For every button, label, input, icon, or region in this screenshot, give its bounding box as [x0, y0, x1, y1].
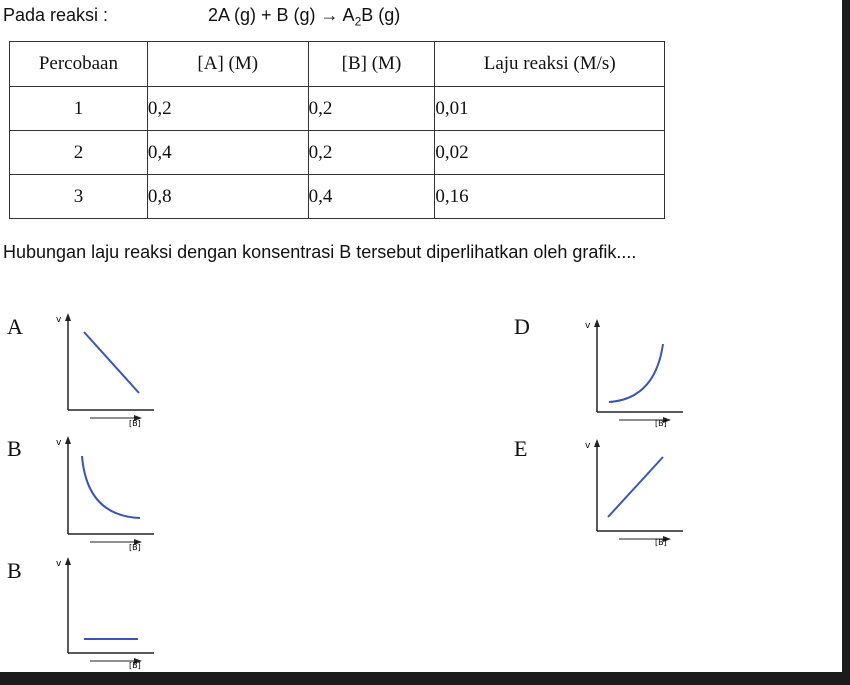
option-b-graph[interactable] — [50, 431, 160, 551]
question-text: Hubungan laju reaksi dengan konsentrasi B tersebut diperlihatkan oleh grafik.... — [3, 242, 637, 262]
y-axis-label: v — [585, 321, 591, 331]
cell-conc-a: 0,8 — [147, 175, 308, 219]
option-e-graph[interactable] — [575, 434, 685, 554]
y-axis-arrow — [594, 319, 600, 327]
table-header-row — [10, 42, 665, 87]
equation-subscript: 2 — [354, 14, 362, 29]
y-axis-label: v — [56, 438, 62, 448]
cell-conc-b: 0,2 — [308, 87, 435, 131]
cell-rate: 0,01 — [435, 87, 665, 131]
data-table — [9, 41, 665, 219]
y-axis-arrow — [594, 439, 600, 447]
x-axis-label: [B] — [655, 538, 667, 547]
option-b2-letter[interactable]: B — [7, 558, 22, 583]
option-a-letter[interactable]: A — [7, 314, 23, 339]
y-axis-label: v — [56, 559, 62, 569]
equation-part-2: B (g) — [361, 5, 401, 25]
curve-decreasing-curve — [82, 456, 140, 518]
y-axis-arrow — [65, 436, 71, 444]
option-d-letter[interactable]: D — [514, 314, 530, 339]
y-axis-arrow — [65, 557, 71, 565]
window-frame-right — [842, 0, 850, 685]
cell-run: 2 — [10, 131, 148, 175]
curve-increasing-curve — [609, 344, 663, 402]
reaction-equation — [208, 5, 400, 29]
y-axis-label: v — [56, 315, 62, 325]
header-conc-a: [A] (M) — [147, 42, 308, 87]
cell-rate: 0,02 — [435, 131, 665, 175]
option-e-letter[interactable]: E — [514, 436, 528, 461]
option-b-letter[interactable]: B — [7, 436, 22, 461]
x-axis-label: [B] — [129, 661, 141, 670]
header-rate: Laju reaksi (M/s) — [435, 42, 665, 87]
cell-conc-b: 0,2 — [308, 131, 435, 175]
table-row — [10, 175, 665, 219]
cell-run: 3 — [10, 175, 148, 219]
reaction-label: Pada reaksi : — [3, 5, 109, 25]
cell-conc-b: 0,4 — [308, 175, 435, 219]
table-row — [10, 87, 665, 131]
window-frame-bottom — [0, 672, 850, 685]
x-axis-label: [B] — [129, 419, 141, 428]
table-row — [10, 131, 665, 175]
x-axis-label: [B] — [655, 419, 667, 428]
header-conc-b: [B] (M) — [308, 42, 435, 87]
cell-conc-a: 0,4 — [147, 131, 308, 175]
cell-run: 1 — [10, 87, 148, 131]
y-axis-arrow — [65, 313, 71, 321]
option-b2-graph[interactable] — [50, 552, 160, 672]
equation-part-1: 2A (g) + B (g) → A — [208, 5, 355, 25]
cell-conc-a: 0,2 — [147, 87, 308, 131]
x-axis-label: [B] — [129, 543, 141, 552]
curve-increasing-linear — [608, 457, 663, 517]
header-percobaan: Percobaan — [10, 42, 148, 87]
cell-rate: 0,16 — [435, 175, 665, 219]
option-d-graph[interactable] — [575, 314, 685, 434]
curve-decreasing-linear — [84, 332, 139, 393]
y-axis-label: v — [585, 441, 591, 451]
option-a-graph[interactable] — [50, 308, 160, 428]
